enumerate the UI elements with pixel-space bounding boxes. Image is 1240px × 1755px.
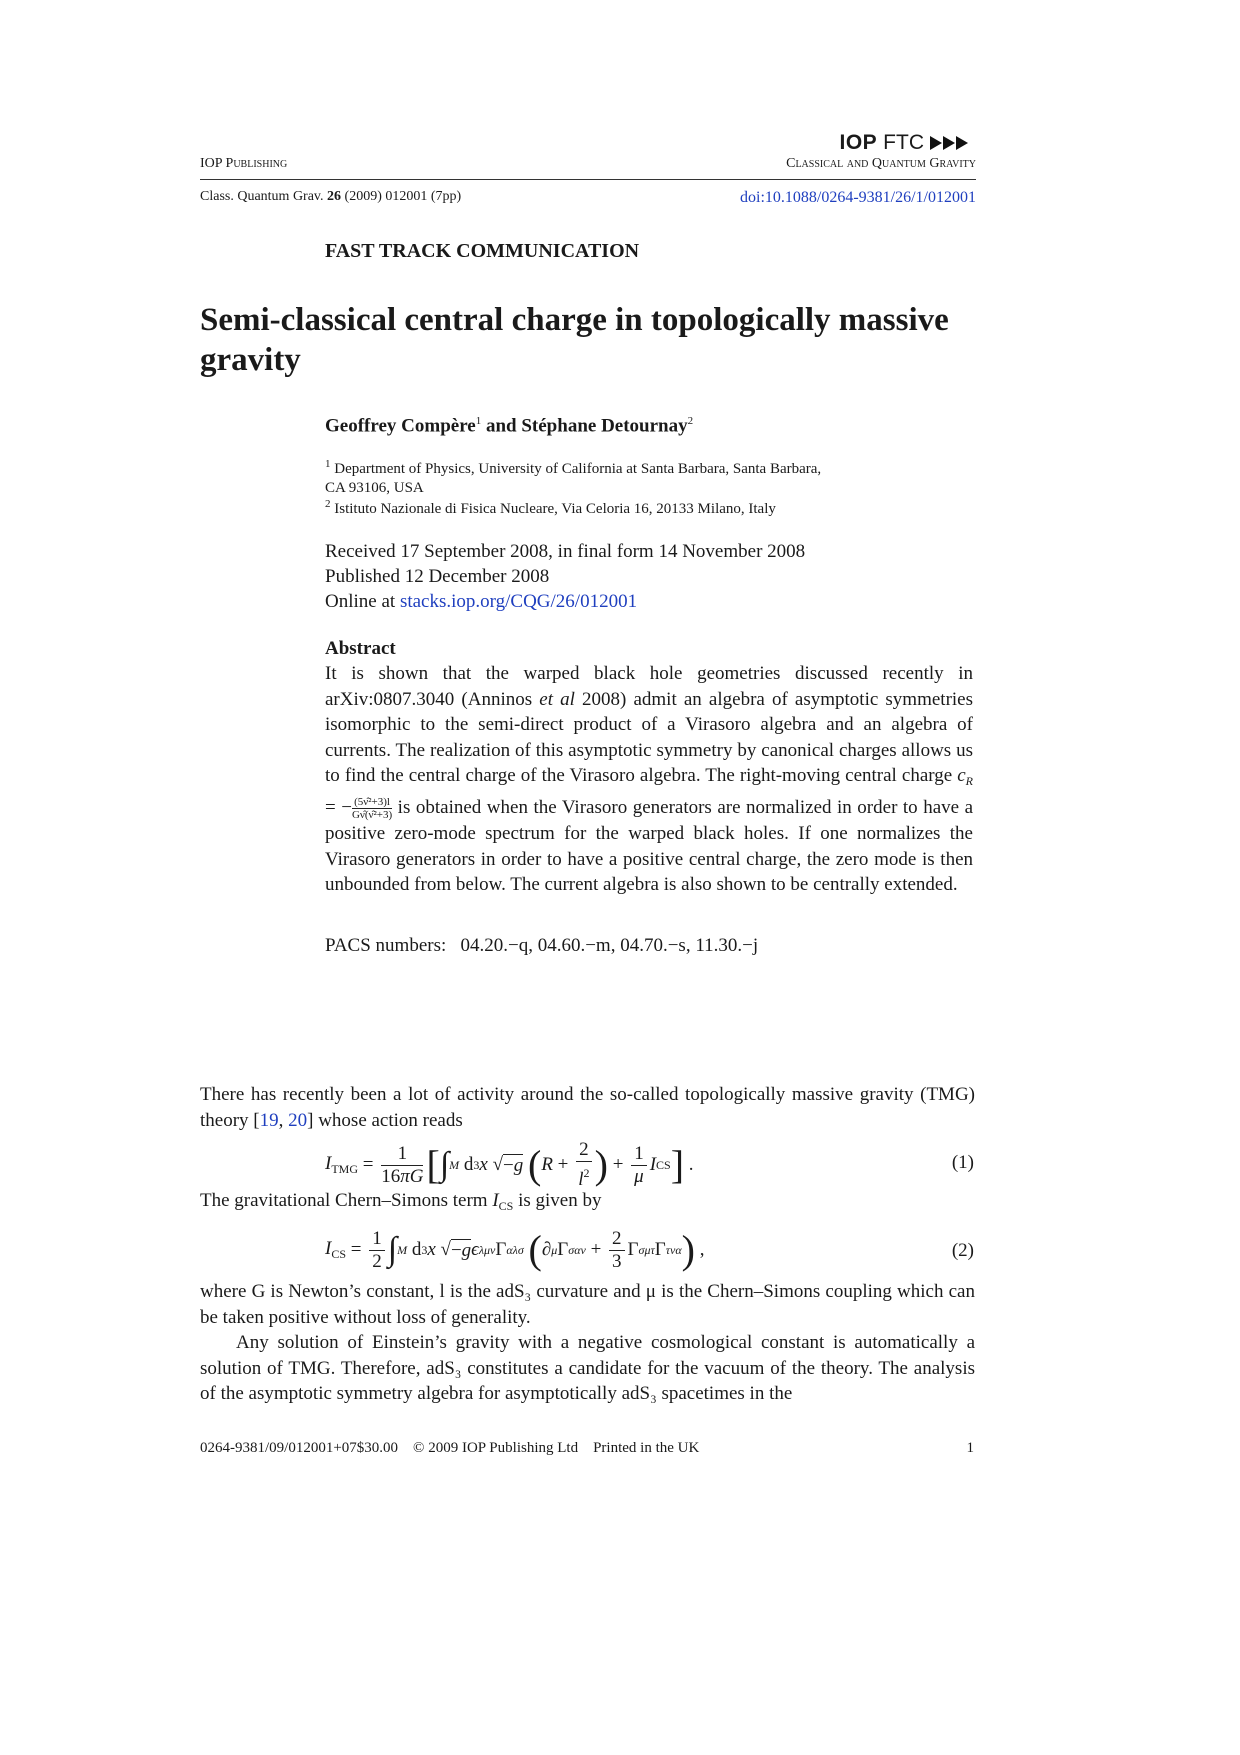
received-date: Received 17 September 2008, in final form 14 November 2008: [325, 541, 806, 562]
central-charge-fraction: $\frac{\text{(5ν̂²+3)l}}{\text{Gν̂(ν̂²+3)}}$: [351, 796, 393, 822]
authors: Geoffrey Compère$^1$ and Stéphane Detournay$^2$: [325, 415, 694, 437]
pacs-numbers: PACS numbers: 04.20.−q, 04.60.−m, 04.70.−s, 11.30.−j: [325, 935, 759, 956]
equation-2: $I_{CS}$ = $\frac{1}{2}$ ∫ M d 3 x √ −g ϵ λμν Γ α λσ ( ∂ μ Γ σ αν + $\frac{2}{3}$ Γ σ μτ Γ τ να ) ,: [325, 1227, 705, 1272]
ftc-arrows-icon: [930, 134, 976, 152]
paper-title: Semi-classical central charge in topologically massive gravity: [200, 302, 949, 378]
ref-19[interactable]: 19: [259, 1109, 279, 1131]
page-number: 1: [966, 1440, 974, 1456]
iop-ftc-logo: [839, 131, 976, 155]
definitions-paragraph: where G is Newton’s constant, l is the adS₃ curvature and μ is the Chern–Simons coupling which can be taken positive without loss of generality.: [200, 1281, 975, 1328]
abstract-text: It is shown that the warped black hole geometries discussed recently in arXiv:0807.3040 (Anninos et al 2008) admit an algebra of asymptotic symmetries isomorphic to the semi-direct product of a Virasoro algebra and an algebra of currents. The realization of this asymptotic symmetry by canonical charges allows us to find the central charge of the Virasoro algebra. The right-moving central charge $c_R$ = − $\frac{\text{(5ν̂²+3)l}}{\text{Gν̂(ν̂²+3)}}$ is obtained when the Virasoro generators are normalized in order to have a positive zero-mode spectrum for the warped black holes. If one normalizes the Virasoro generators in order to have a positive central charge, the zero mode is then unbounded from below. The current algebra is also shown to be centrally extended.: [325, 663, 974, 896]
equation-1: $I_{TMG}$ = $\frac{1}{16\pi G}$ [ ∫ M d 3 x √ −g ( R + $\frac{2}{l^2}$ ) + $\frac{1}{\mu}$ I CS ] .: [325, 1139, 694, 1190]
citation: Class. Quantum Grav. 26 (2009) 012001 (7pp): [200, 189, 462, 204]
abstract-heading: Abstract: [325, 638, 396, 659]
logo-ftc: FTC: [883, 131, 924, 154]
header-rule: [200, 179, 976, 180]
cs-term-sentence: The gravitational Chern–Simons term $I_{CS}$ is given by: [200, 1190, 602, 1213]
logo-iop: IOP: [839, 131, 878, 154]
online-link[interactable]: stacks.iop.org/CQG/26/012001: [399, 591, 638, 612]
equation-1-number: (1): [951, 1152, 974, 1173]
adS3-paragraph: Any solution of Einstein’s gravity with a negative cosmological constant is automatically a solution of TMG. Therefore, adS₃ constitutes a candidate for the vacuum of the theory. The analysis of the asymptotic symmetry algebra for asymptotically adS₃ spacetimes in the: [200, 1332, 975, 1404]
doi-link[interactable]: doi:10.1088/0264-9381/26/1/012001: [740, 189, 976, 206]
ref-20[interactable]: 20: [288, 1109, 308, 1131]
section-label: FAST TRACK COMMUNICATION: [325, 240, 640, 262]
published-date: Published 12 December 2008: [325, 566, 550, 587]
publisher-label: IOP Publishing: [200, 156, 288, 171]
journal-label: Classical and Quantum Gravity: [786, 156, 976, 171]
affiliation-2: $^2$ Istituto Nazionale di Fisica Nucleare, Via Celoria 16, 20133 Milano, Italy: [325, 498, 776, 517]
publication-dates: [325, 539, 805, 614]
equation-2-number: (2): [951, 1240, 974, 1261]
footer-line: 0264-9381/09/012001+07$30.00 © 2009 IOP Publishing Ltd Printed in the UK: [200, 1440, 700, 1456]
affiliation-1: $^1$ Department of Physics, University of California at Santa Barbara, Santa Barbara, CA 93106, USA: [325, 458, 822, 496]
intro-paragraph: There has recently been a lot of activity around the so-called topologically massive gravity (TMG) theory [19, 20] whose action reads: [200, 1084, 975, 1131]
online-at: Online at stacks.iop.org/CQG/26/012001: [325, 591, 638, 612]
